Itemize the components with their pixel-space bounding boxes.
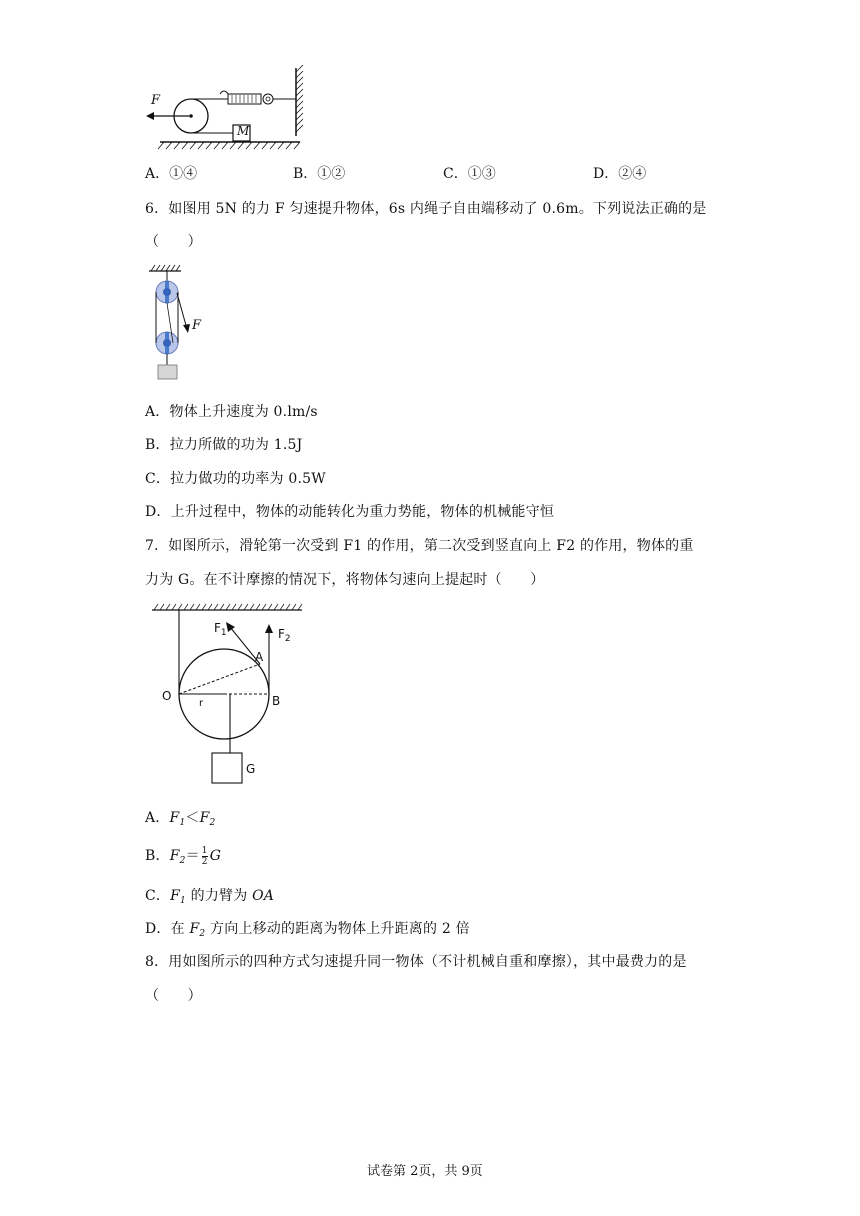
q7-fig-label-B: B bbox=[272, 694, 281, 708]
q7-fig-label-O: O bbox=[162, 689, 172, 703]
page-footer: 试卷第 2页，共 9页 bbox=[367, 1164, 483, 1179]
q5-option-b[interactable]: B．①② bbox=[293, 166, 346, 182]
q8-stem-line2: （ ） bbox=[145, 988, 202, 1004]
q7-fig-label-F2: $F_2$ bbox=[278, 627, 291, 644]
q6-option-a[interactable]: A．物体上升速度为 0.lm/s bbox=[145, 404, 318, 420]
q5-option-c[interactable]: C．①③ bbox=[443, 166, 496, 182]
q7-stem-line2: 力为 G。在不计摩擦的情况下，将物体匀速向上提起时（ ） bbox=[145, 572, 545, 588]
q5-option-d[interactable]: D．②④ bbox=[593, 166, 647, 182]
q5-fig-label-M: M bbox=[237, 124, 250, 138]
q8-stem-line1: 8．用如图所示的四种方式匀速提升同一物体（不计机械自重和摩擦），其中最费力的是 bbox=[145, 954, 687, 970]
q7-fig-label-r: r bbox=[199, 698, 204, 709]
q6-stem-line1: 6．如图用 5N 的力 F 匀速提升物体，6s 内绳子自由端移动了 0.6m。下列说法正确的是 bbox=[145, 201, 707, 217]
q6-option-d[interactable]: D．上升过程中，物体的动能转化为重力势能，物体的机械能守恒 bbox=[145, 504, 555, 520]
q6-option-c[interactable]: C．拉力做功的功率为 0.5W bbox=[145, 471, 326, 487]
q5-option-a[interactable]: A．①④ bbox=[145, 166, 198, 182]
q6-pulley-figure bbox=[145, 263, 215, 383]
q5-options bbox=[145, 163, 665, 183]
q7-option-b[interactable]: B．$F_2=$ $\frac{1}{2}$ G bbox=[145, 845, 222, 867]
q7-stem-line1: 7．如图所示，滑轮第一次受到 F1 的作用，第二次受到竖直向上 F2 的作用，物体的重 bbox=[145, 538, 694, 554]
q7-option-d[interactable]: D．在 $F_2$ 方向上移动的距离为物体上升距离的 2 倍 bbox=[145, 921, 470, 939]
q7-fig-label-G: G bbox=[246, 762, 256, 776]
q7-option-a[interactable]: A．$F_1<F_2$ bbox=[145, 810, 216, 828]
q6-fig-label-F: F bbox=[192, 318, 202, 333]
q5-figure bbox=[140, 64, 310, 154]
q7-option-c[interactable]: C．$F_1$ 的力臂为 OA bbox=[145, 888, 275, 906]
q6-option-b[interactable]: B．拉力所做的功为 1.5J bbox=[145, 437, 303, 453]
q6-stem-line2: （ ） bbox=[145, 234, 202, 250]
q7-fig-label-F1: $F_1$ bbox=[214, 621, 227, 638]
q7-fig-label-A: A bbox=[255, 650, 264, 664]
q5-fig-label-F: F bbox=[151, 93, 161, 108]
